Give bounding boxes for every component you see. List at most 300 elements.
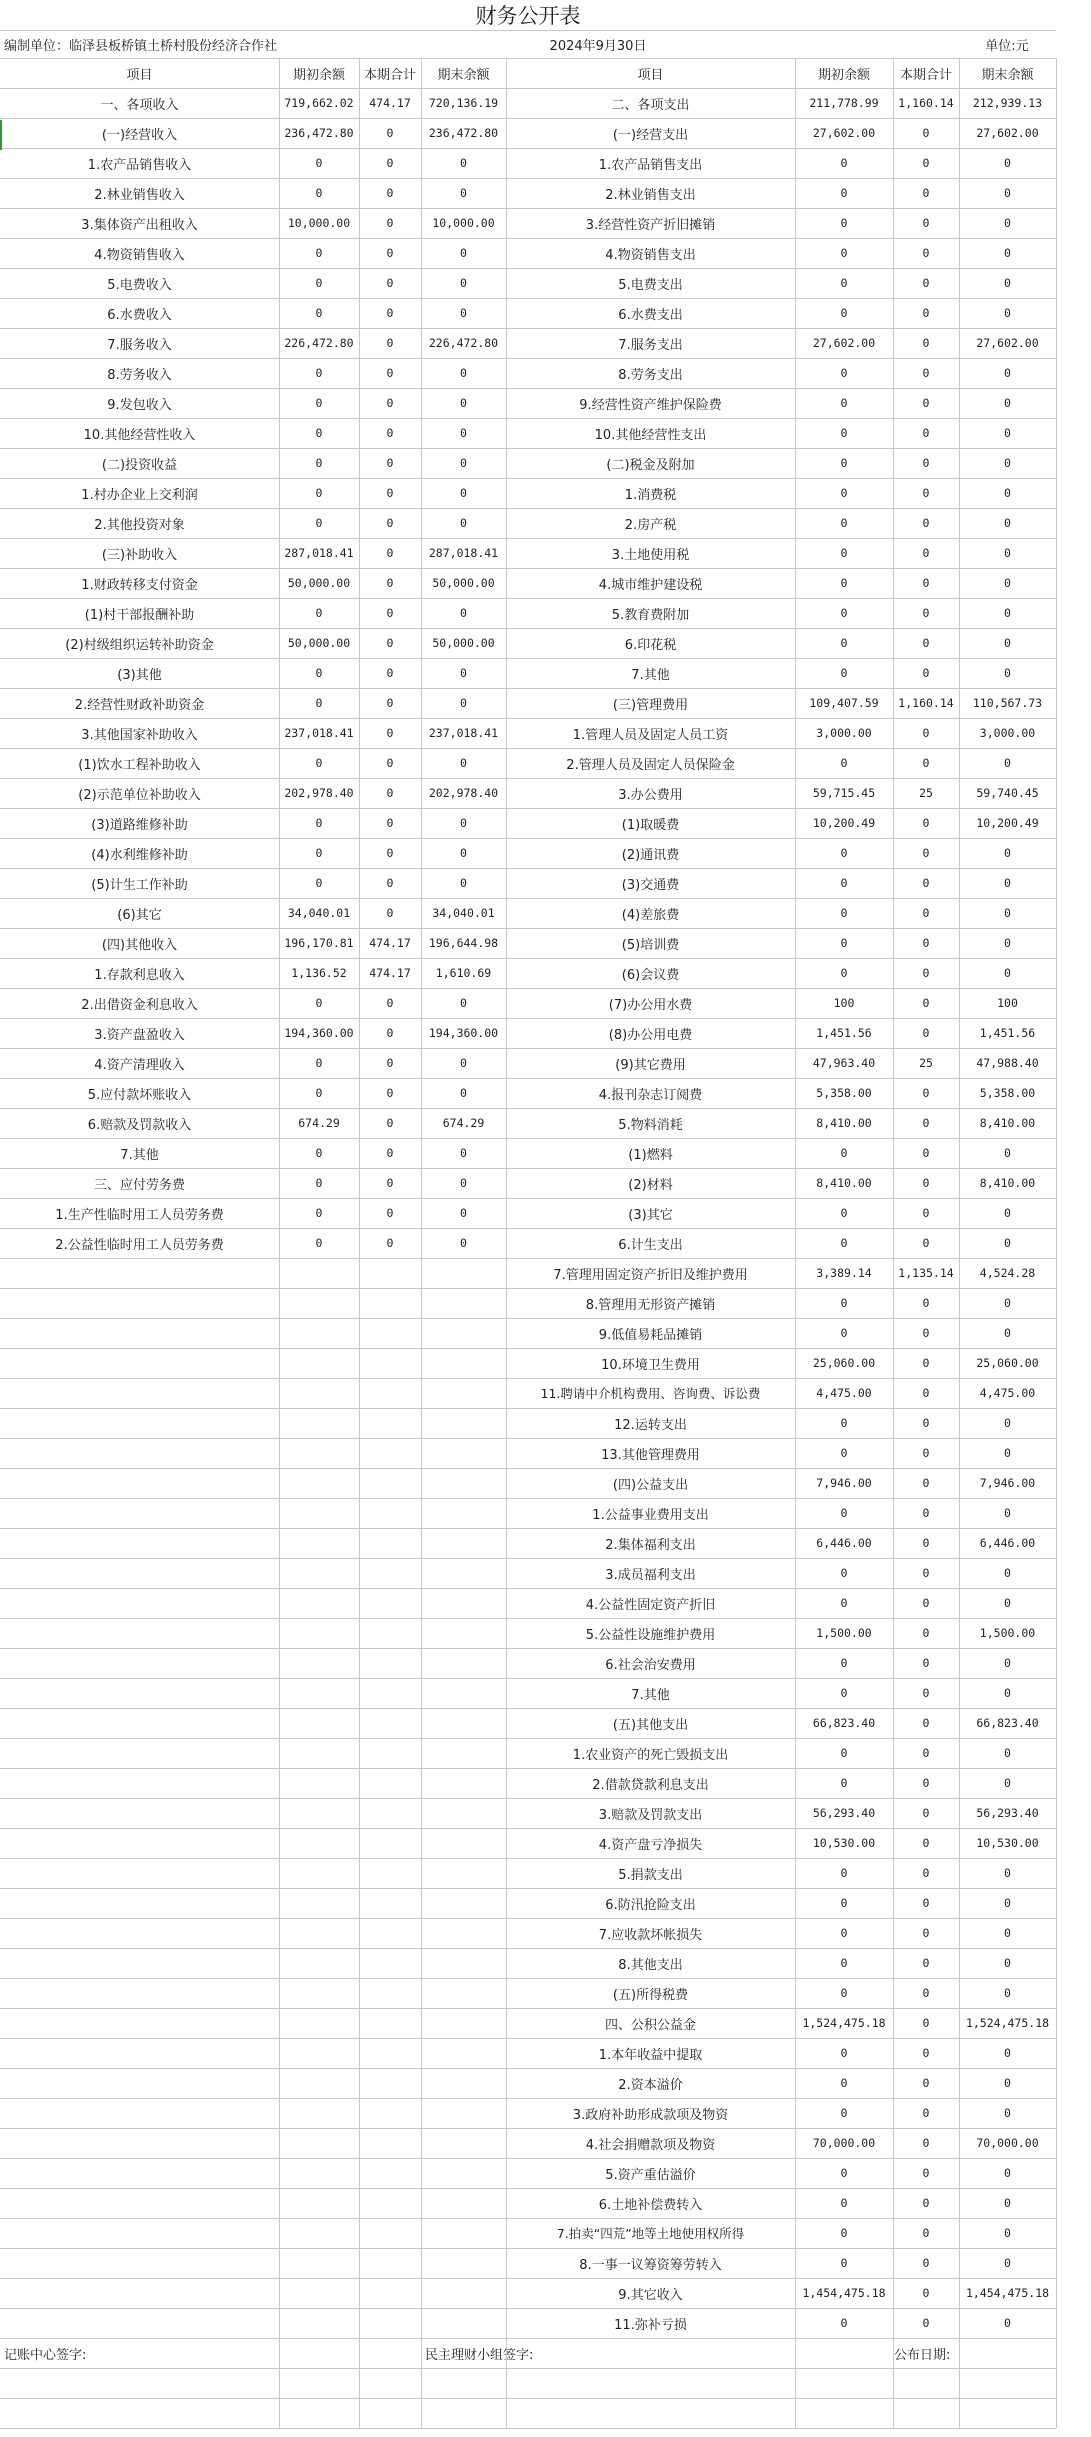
table-row — [0, 748, 1091, 778]
income-end-balance: 34,040.01 — [432, 906, 495, 920]
expense-item-label: 4.资产盘亏净损失 — [598, 1837, 703, 1853]
expense-period-total: 0 — [922, 2016, 930, 2030]
expense-item-label: 2.房产税 — [624, 517, 677, 533]
expense-end-balance: 0 — [1004, 246, 1011, 260]
income-begin-balance: 0 — [315, 366, 323, 380]
grid-column-line — [359, 58, 360, 2428]
publish-date: 公布日期: — [894, 2347, 951, 2363]
income-begin-balance: 202,978.40 — [284, 786, 354, 800]
expense-end-balance: 0 — [1004, 1326, 1011, 1340]
table-row — [0, 2158, 1091, 2188]
table-row — [0, 1918, 1091, 1948]
grid-row-line — [0, 2038, 1056, 2039]
income-end-balance: 0 — [460, 156, 467, 170]
expense-begin-balance: 0 — [840, 216, 848, 230]
grid-row-line — [0, 118, 1056, 119]
expense-begin-balance: 0 — [840, 1506, 848, 1520]
grid-row-line — [0, 178, 1056, 179]
table-row — [0, 208, 1091, 238]
expense-begin-balance: 0 — [840, 2256, 848, 2270]
income-begin-balance: 0 — [315, 1086, 323, 1100]
expense-end-balance: 0 — [1004, 2106, 1011, 2120]
expense-begin-balance: 0 — [840, 396, 848, 410]
expense-item-label: 3.赔款及罚款支出 — [598, 1807, 703, 1823]
expense-begin-balance: 0 — [840, 1956, 848, 1970]
expense-period-total: 0 — [922, 1536, 930, 1550]
right-period-header: 本期合计 — [899, 67, 952, 83]
expense-period-total: 0 — [922, 336, 930, 350]
grid-row-line — [0, 388, 1056, 389]
grid-row-line — [0, 1738, 1056, 1739]
income-item-label: 2.经营性财政补助资金 — [74, 697, 205, 713]
expense-period-total: 0 — [922, 876, 930, 890]
income-begin-balance: 0 — [315, 1056, 323, 1070]
left-begin-header: 期初余额 — [292, 67, 345, 83]
expense-item-label: 3.政府补助形成款项及物资 — [572, 2107, 729, 2123]
expense-end-balance: 25,060.00 — [976, 1356, 1039, 1370]
expense-period-total: 0 — [922, 1356, 930, 1370]
expense-period-total: 0 — [922, 1206, 930, 1220]
table-row — [0, 1258, 1091, 1288]
grid-row-line — [0, 478, 1056, 479]
income-item-label: 10.其他经营性收入 — [83, 427, 196, 443]
grid-row-line — [0, 688, 1056, 689]
expense-begin-balance: 70,000.00 — [812, 2136, 876, 2150]
expense-period-total: 0 — [922, 2316, 930, 2330]
income-period-total: 0 — [386, 1116, 394, 1130]
table-row — [0, 448, 1091, 478]
income-item-label: 5.应付款坏账收入 — [87, 1087, 192, 1103]
expense-period-total: 0 — [922, 126, 930, 140]
table-row — [0, 2308, 1091, 2338]
income-begin-balance: 0 — [315, 1146, 323, 1160]
expense-item-label: (8)办公用电费 — [608, 1027, 693, 1043]
expense-begin-balance: 5,358.00 — [816, 1086, 872, 1100]
expense-end-balance: 7,946.00 — [979, 1476, 1036, 1490]
expense-period-total: 0 — [922, 2106, 930, 2120]
expense-begin-balance: 0 — [840, 906, 848, 920]
expense-item-label: 4.公益性固定资产折旧 — [585, 1597, 716, 1613]
expense-begin-balance: 0 — [840, 606, 848, 620]
grid-row-line — [0, 958, 1056, 959]
income-end-balance: 0 — [460, 486, 467, 500]
grid-row-line — [0, 2248, 1056, 2249]
grid-row-line — [0, 1618, 1056, 1619]
expense-item-label: 4.社会捐赠款项及物资 — [585, 2137, 716, 2153]
income-period-total: 0 — [386, 1236, 394, 1250]
expense-item-label: 7.应收款坏帐损失 — [598, 1927, 703, 1943]
left-period-header: 本期合计 — [363, 67, 416, 83]
expense-end-balance: 0 — [1004, 1416, 1011, 1430]
expense-period-total: 0 — [922, 456, 930, 470]
expense-period-total: 0 — [922, 1926, 930, 1940]
expense-item-label: 2.资本溢价 — [618, 2077, 683, 2093]
income-period-total: 0 — [386, 1176, 394, 1190]
income-end-balance: 720,136.19 — [428, 96, 499, 110]
expense-begin-balance: 0 — [840, 1596, 848, 1610]
expense-end-balance: 0 — [1004, 2316, 1011, 2330]
table-row — [0, 1768, 1091, 1798]
expense-item-label: 9.低值易耗品摊销 — [598, 1327, 703, 1343]
income-item-label: 2.公益性临时用工人员劳务费 — [55, 1237, 224, 1253]
expense-end-balance: 56,293.40 — [976, 1806, 1039, 1820]
table-row — [0, 958, 1091, 988]
expense-item-label: 3.成员福利支出 — [605, 1567, 696, 1583]
income-end-balance: 50,000.00 — [432, 636, 495, 650]
table-row — [0, 1108, 1091, 1138]
expense-item-label: 12.运转支出 — [614, 1417, 687, 1433]
income-period-total: 0 — [386, 576, 394, 590]
table-row — [0, 478, 1091, 508]
table-row — [0, 808, 1091, 838]
income-end-balance: 0 — [460, 996, 467, 1010]
expense-begin-balance: 0 — [840, 1746, 848, 1760]
grid-row-line — [0, 1348, 1056, 1349]
expense-end-balance: 1,524,475.18 — [965, 2016, 1050, 2030]
expense-begin-balance: 0 — [840, 2046, 848, 2060]
income-item-label: (三)补助收入 — [101, 547, 178, 563]
expense-end-balance: 110,567.73 — [972, 696, 1043, 710]
expense-end-balance: 0 — [1004, 486, 1011, 500]
income-begin-balance: 0 — [315, 276, 323, 290]
grid-column-line — [795, 58, 796, 2428]
table-row — [0, 1408, 1091, 1438]
grid-row-line — [0, 1588, 1056, 1589]
expense-item-label: 1.管理人员及固定人员工资 — [572, 727, 729, 743]
expense-item-label: (1)取暖费 — [621, 817, 680, 833]
expense-item-label: 2.集体福利支出 — [605, 1537, 696, 1553]
income-item-label: (一)经营收入 — [101, 127, 178, 143]
grid-row-line — [0, 58, 1056, 59]
expense-end-balance: 0 — [1004, 846, 1011, 860]
expense-end-balance: 100 — [997, 996, 1018, 1010]
grid-row-line — [0, 2308, 1056, 2309]
income-period-total: 0 — [386, 486, 394, 500]
expense-period-total: 0 — [922, 996, 930, 1010]
expense-begin-balance: 4,475.00 — [816, 1386, 872, 1400]
expense-period-total: 0 — [922, 1776, 930, 1790]
income-begin-balance: 194,360.00 — [284, 1026, 354, 1040]
expense-begin-balance: 8,410.00 — [816, 1116, 872, 1130]
grid-row-line — [0, 868, 1056, 869]
income-item-label: 3.集体资产出租收入 — [81, 217, 198, 233]
expense-period-total: 0 — [922, 366, 930, 380]
expense-period-total: 0 — [922, 1956, 930, 1970]
table-row — [0, 1948, 1091, 1978]
table-row — [0, 1798, 1091, 1828]
expense-begin-balance: 1,500.00 — [816, 1626, 872, 1640]
expense-begin-balance: 0 — [840, 306, 848, 320]
income-period-total: 474.17 — [369, 966, 411, 980]
expense-item-label: 8.管理用无形资产摊销 — [585, 1297, 716, 1313]
income-begin-balance: 50,000.00 — [287, 636, 351, 650]
expense-end-balance: 47,988.40 — [976, 1056, 1039, 1070]
expense-end-balance: 0 — [1004, 2046, 1011, 2060]
income-end-balance: 0 — [460, 816, 467, 830]
table-row — [0, 1348, 1091, 1378]
expense-end-balance: 70,000.00 — [976, 2136, 1039, 2150]
expense-period-total: 0 — [922, 246, 930, 260]
income-end-balance: 0 — [460, 516, 467, 530]
expense-begin-balance: 56,293.40 — [812, 1806, 876, 1820]
expense-end-balance: 0 — [1004, 216, 1011, 230]
expense-item-label: 6.防汛抢险支出 — [605, 1897, 696, 1913]
expense-item-label: (3)其它 — [628, 1207, 673, 1223]
grid-row-line — [0, 1138, 1056, 1139]
grid-row-line — [0, 1648, 1056, 1649]
expense-begin-balance: 0 — [840, 156, 848, 170]
income-item-label: 1.存款利息收入 — [94, 967, 185, 983]
income-item-label: (4)水利维修补助 — [91, 847, 188, 863]
expense-begin-balance: 0 — [840, 1986, 848, 2000]
expense-period-total: 0 — [922, 1476, 930, 1490]
income-period-total: 0 — [386, 906, 394, 920]
expense-period-total: 0 — [922, 546, 930, 560]
expense-end-balance: 0 — [1004, 1506, 1011, 1520]
expense-period-total: 0 — [922, 2226, 930, 2240]
table-row — [0, 688, 1091, 718]
income-period-total: 0 — [386, 756, 394, 770]
expense-item-label: 5.电费支出 — [618, 277, 683, 293]
income-end-balance: 0 — [460, 696, 467, 710]
income-item-label: 2.其他投资对象 — [94, 517, 185, 533]
expense-item-label: 7.拍卖“四荒”地等土地使用权所得 — [556, 2225, 745, 2241]
expense-begin-balance: 47,963.40 — [812, 1056, 876, 1070]
expense-begin-balance: 3,000.00 — [816, 726, 872, 740]
signature-row — [0, 2338, 1091, 2368]
table-row — [0, 598, 1091, 628]
left-item-header: 项目 — [126, 67, 153, 83]
income-begin-balance: 0 — [315, 756, 323, 770]
income-begin-balance: 10,000.00 — [287, 216, 351, 230]
expense-begin-balance: 8,410.00 — [816, 1176, 872, 1190]
expense-end-balance: 0 — [1004, 456, 1011, 470]
expense-end-balance: 27,602.00 — [976, 126, 1039, 140]
income-begin-balance: 0 — [315, 696, 323, 710]
grid-row-line — [0, 898, 1056, 899]
expense-end-balance: 0 — [1004, 1206, 1011, 1220]
expense-begin-balance: 0 — [840, 1296, 848, 1310]
table-row — [0, 838, 1091, 868]
table-row — [0, 178, 1091, 208]
income-end-balance: 0 — [460, 1176, 467, 1190]
income-begin-balance: 0 — [315, 996, 323, 1010]
grid-row-line — [0, 598, 1056, 599]
income-item-label: (2)村级组织运转补助资金 — [65, 637, 214, 653]
expense-item-label: 11.聘请中介机构费用、咨询费、诉讼费 — [540, 1385, 761, 1401]
expense-item-label: 6.土地补偿费转入 — [598, 2197, 703, 2213]
expense-begin-balance: 10,200.49 — [812, 816, 876, 830]
grid-row-line — [0, 1108, 1056, 1109]
income-item-label: 1.生产性临时用工人员劳务费 — [55, 1207, 224, 1223]
expense-item-label: (二)税金及附加 — [606, 457, 695, 473]
expense-begin-balance: 0 — [840, 546, 848, 560]
expense-end-balance: 3,000.00 — [979, 726, 1036, 740]
expense-end-balance: 0 — [1004, 366, 1011, 380]
expense-period-total: 0 — [922, 666, 930, 680]
expense-item-label: 11.弥补亏损 — [614, 2317, 687, 2333]
expense-item-label: (4)差旅费 — [621, 907, 680, 923]
income-end-balance: 0 — [460, 1146, 467, 1160]
right-end-header: 期末余额 — [981, 67, 1034, 83]
grid-column-line — [893, 58, 894, 2428]
expense-item-label: (五)其他支出 — [612, 1717, 689, 1733]
cell-selection-marker — [0, 120, 2, 150]
grid-column-line — [506, 58, 507, 2428]
income-item-label: (3)道路维修补助 — [91, 817, 188, 833]
expense-begin-balance: 0 — [840, 426, 848, 440]
grid-row-line — [0, 1048, 1056, 1049]
grid-row-line — [0, 1978, 1056, 1979]
expense-period-total: 0 — [922, 2196, 930, 2210]
table-row — [0, 2068, 1091, 2098]
compiling-unit: 编制单位：临泽县板桥镇土桥村股份经济合作社 — [4, 38, 278, 54]
income-end-balance: 0 — [460, 396, 467, 410]
expense-begin-balance: 0 — [840, 2226, 848, 2240]
expense-period-total: 0 — [922, 186, 930, 200]
expense-begin-balance: 0 — [840, 1686, 848, 1700]
expense-period-total: 0 — [922, 1746, 930, 1760]
grid-row-line — [0, 1168, 1056, 1169]
expense-period-total: 0 — [922, 1446, 930, 1460]
report-date: 2024年9月30日 — [549, 38, 647, 54]
expense-period-total: 0 — [922, 1236, 930, 1250]
income-item-label: 2.林业销售收入 — [94, 187, 185, 203]
expense-period-total: 0 — [922, 1806, 930, 1820]
table-row — [0, 538, 1091, 568]
grid-row-line — [0, 1258, 1056, 1259]
expense-item-label: 3.土地使用税 — [611, 547, 690, 563]
expense-begin-balance: 59,715.45 — [812, 786, 876, 800]
expense-end-balance: 0 — [1004, 1746, 1011, 1760]
income-begin-balance: 34,040.01 — [287, 906, 351, 920]
grid-row-line — [0, 2368, 1056, 2369]
expense-item-label: 5.教育费附加 — [611, 607, 690, 623]
expense-item-label: 6.计生支出 — [618, 1237, 683, 1253]
table-row — [0, 1018, 1091, 1048]
expense-item-label: 9.经营性资产维护保险费 — [579, 397, 722, 413]
expense-end-balance: 0 — [1004, 1986, 1011, 2000]
expense-end-balance: 0 — [1004, 906, 1011, 920]
expense-period-total: 1,160.14 — [898, 696, 954, 710]
grid-row-line — [0, 1288, 1056, 1289]
income-end-balance: 50,000.00 — [432, 576, 495, 590]
income-period-total: 0 — [386, 1026, 394, 1040]
expense-end-balance: 0 — [1004, 546, 1011, 560]
expense-period-total: 0 — [922, 486, 930, 500]
table-row — [0, 1828, 1091, 1858]
income-period-total: 0 — [386, 786, 394, 800]
income-end-balance: 0 — [460, 1086, 467, 1100]
expense-period-total: 0 — [922, 2136, 930, 2150]
expense-begin-balance: 6,446.00 — [816, 1536, 872, 1550]
expense-end-balance: 0 — [1004, 516, 1011, 530]
accounting-center-signature: 记账中心签字: — [4, 2347, 87, 2363]
income-begin-balance: 1,136.52 — [291, 966, 347, 980]
table-row — [0, 1648, 1091, 1678]
expense-period-total: 0 — [922, 156, 930, 170]
expense-item-label: (一)经营支出 — [612, 127, 689, 143]
expense-begin-balance: 0 — [840, 876, 848, 890]
grid-row-line — [0, 718, 1056, 719]
expense-item-label: (2)材料 — [628, 1177, 673, 1193]
expense-end-balance: 0 — [1004, 606, 1011, 620]
expense-begin-balance: 3,389.14 — [816, 1266, 872, 1280]
expense-period-total: 0 — [922, 306, 930, 320]
income-end-balance: 237,018.41 — [428, 726, 499, 740]
table-row — [0, 508, 1091, 538]
table-row — [0, 778, 1091, 808]
income-period-total: 0 — [386, 636, 394, 650]
income-item-label: 一、各项收入 — [100, 97, 179, 113]
income-period-total: 0 — [386, 666, 394, 680]
income-item-label: (3)其他 — [117, 667, 162, 683]
grid-row-line — [0, 628, 1056, 629]
expense-item-label: 1.农业资产的死亡毁损支出 — [572, 1747, 729, 1763]
expense-end-balance: 0 — [1004, 1566, 1011, 1580]
expense-period-total: 0 — [922, 2046, 930, 2060]
expense-begin-balance: 211,778.99 — [809, 96, 879, 110]
income-item-label: 6.赔款及罚款收入 — [87, 1117, 192, 1133]
expense-end-balance: 0 — [1004, 636, 1011, 650]
table-row — [0, 1558, 1091, 1588]
expense-end-balance: 0 — [1004, 186, 1011, 200]
expense-begin-balance: 0 — [840, 1926, 848, 1940]
income-begin-balance: 0 — [315, 1206, 323, 1220]
expense-begin-balance: 0 — [840, 366, 848, 380]
expense-end-balance: 0 — [1004, 876, 1011, 890]
grid-row-line — [0, 1468, 1056, 1469]
table-row — [0, 388, 1091, 418]
expense-period-total: 0 — [922, 816, 930, 830]
grid-row-line — [0, 88, 1056, 89]
grid-row-line — [0, 1018, 1056, 1019]
column-header-row — [0, 58, 1091, 88]
expense-item-label: 9.其它收入 — [618, 2287, 683, 2303]
table-row — [0, 1888, 1091, 1918]
income-item-label: 1.农产品销售收入 — [87, 157, 192, 173]
expense-item-label: 1.本年收益中提取 — [598, 2047, 703, 2063]
expense-period-total: 0 — [922, 216, 930, 230]
expense-period-total: 0 — [922, 426, 930, 440]
table-row — [0, 1588, 1091, 1618]
expense-end-balance: 59,740.45 — [976, 786, 1039, 800]
expense-begin-balance: 0 — [840, 2166, 848, 2180]
expense-end-balance: 0 — [1004, 2226, 1011, 2240]
table-row — [0, 2188, 1091, 2218]
income-period-total: 0 — [386, 1056, 394, 1070]
expense-end-balance: 0 — [1004, 1926, 1011, 1940]
income-end-balance: 0 — [460, 366, 467, 380]
expense-begin-balance: 0 — [840, 486, 848, 500]
table-row — [0, 2128, 1091, 2158]
table-row — [0, 1858, 1091, 1888]
expense-end-balance: 27,602.00 — [976, 336, 1039, 350]
expense-begin-balance: 0 — [840, 1656, 848, 1670]
table-row — [0, 2248, 1091, 2278]
expense-period-total: 0 — [922, 2076, 930, 2090]
expense-period-total: 1,160.14 — [898, 96, 954, 110]
income-item-label: (四)其他收入 — [101, 937, 178, 953]
grid-row-line — [0, 358, 1056, 359]
expense-item-label: 7.其他 — [631, 667, 670, 683]
expense-item-label: 3.办公费用 — [618, 787, 683, 803]
expense-item-label: 4.物资销售支出 — [605, 247, 696, 263]
income-begin-balance: 674.29 — [298, 1116, 340, 1130]
expense-end-balance: 1,454,475.18 — [965, 2286, 1050, 2300]
income-begin-balance: 0 — [315, 156, 323, 170]
income-begin-balance: 0 — [315, 396, 323, 410]
